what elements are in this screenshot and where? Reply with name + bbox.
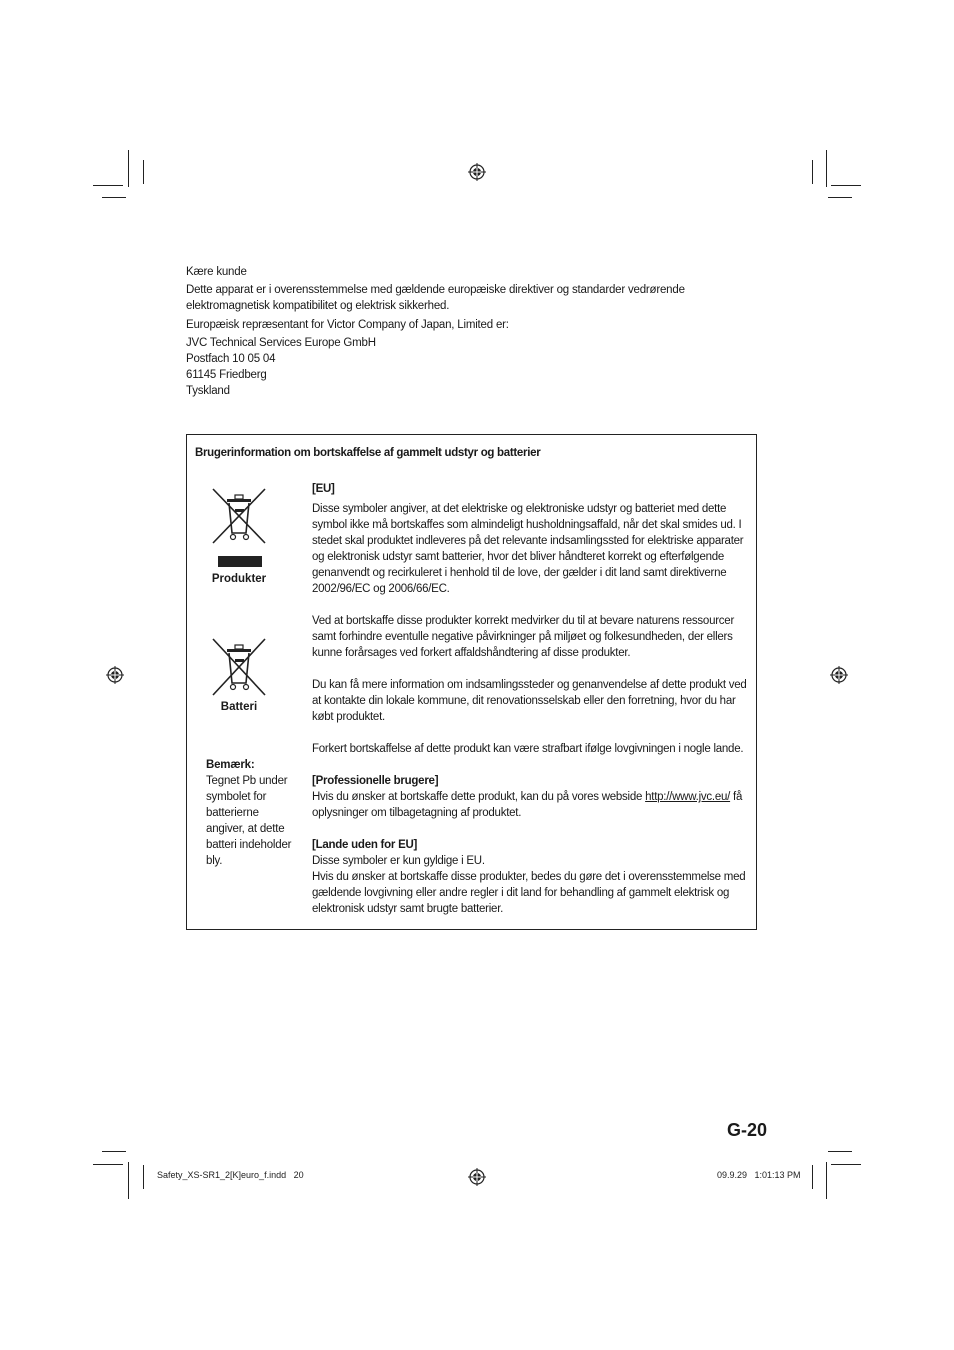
address-line: 61145 Friedberg (186, 369, 267, 381)
non-eu-section (312, 837, 747, 917)
registration-mark-icon (468, 1168, 486, 1186)
address-line: Tyskland (186, 385, 230, 397)
eu-paragraph: Ved at bortskaffe disse produkter korrekt medvirker du til at bevare naturens ressourcer samt forhindre eventulle negative påvirkninger på miljøet og folkesundheden, der ellers kunne forårsages ved forkert affaldshåndtering af disse produkter. (312, 615, 735, 659)
eu-paragraph: Disse symboler angiver, at det elektriske og elektroniske udstyr og batteriet med dette symbol ikke må bortskaffes som almindeligt husholdningsaffald, når det skal smides ud. I stedet skal produktet indleveres på det relevante indsamlingssted for elektriske apparater og elektronisk udstyr samt batterier, hvor det bliver håndteret korrekt og efterfølgende genanvendt og recirkuleret i henhold til de love, der gælder i dit land samt direktiverne 2002/96/EC og 2006/66/EC. (312, 503, 744, 595)
greeting: Kære kunde (186, 266, 247, 278)
professional-text: Hvis du ønsker at bortskaffe dette produkt, kan du på vores webside (312, 791, 643, 803)
eu-heading: [EU] (312, 483, 335, 495)
address-line: Postfach 10 05 04 (186, 353, 276, 365)
note-title: Bemærk: (206, 759, 255, 771)
page-number: G-20 (727, 1120, 768, 1140)
compliance-statement: Dette apparat er i overensstemmelse med gældende europæiske direktiver og standarder vedrørende elektromagnetisk kompatibilitet og elektrisk sikkerhed. (186, 284, 685, 312)
registration-mark-icon (830, 666, 848, 684)
non-eu-heading: [Lande uden for EU] (312, 839, 418, 851)
info-column (312, 481, 747, 917)
address-block (186, 335, 746, 399)
box-title: Brugerinformation om bortskaffelse af gammelt udstyr og batterier (195, 447, 541, 459)
address-line: JVC Technical Services Europe GmbH (186, 337, 376, 349)
professional-heading: [Professionelle brugere] (312, 775, 439, 787)
note (206, 757, 296, 869)
battery-label: Batteri (220, 701, 258, 713)
disposal-info-box (186, 434, 757, 930)
eu-paragraph: Du kan få mere information om indsamlingssteder og genanvendelse af dette produkt ved at kontakte din lokale kommune, dit renovationsselskab eller den forretning, hvor du har købt produktet. (312, 679, 747, 723)
crossed-out-bin-icon (211, 487, 267, 569)
footer-file-info: Safety_XS-SR1_2[K]euro_f.indd 20 (157, 1170, 304, 1180)
registration-mark-icon (468, 163, 486, 181)
professional-text-end: få oplysninger om tilbagetagning af produktet. (312, 791, 743, 819)
eu-paragraph: Forkert bortskaffelse af dette produkt kan være strafbart ifølge lovgivningen i nogle lande. (312, 743, 744, 755)
footer-timestamp: 09.9.29 1:01:13 PM (717, 1170, 801, 1180)
battery-bin-icon (211, 637, 267, 697)
note-text: Tegnet Pb under symbolet for batterierne angiver, at dette batteri indeholder bly. (206, 775, 292, 867)
jvc-website-link[interactable]: http://www.jvc.eu/ (645, 791, 731, 803)
representative-label: Europæisk repræsentant for Victor Company of Japan, Limited er: (186, 319, 509, 331)
intro-section (186, 264, 746, 399)
registration-mark-icon (106, 666, 124, 684)
non-eu-text: Hvis du ønsker at bortskaffe disse produkter, bedes du gøre det i overensstemmelse med gældende lovgivning eller andre regler i dit land for behandling af gammelt elektrisk og elektronisk udstyr samt brugte batterier. (312, 871, 746, 915)
professional-section (312, 773, 747, 821)
products-label: Produkter (211, 573, 267, 585)
non-eu-text: Disse symboler er kun gyldige i EU. (312, 855, 485, 867)
